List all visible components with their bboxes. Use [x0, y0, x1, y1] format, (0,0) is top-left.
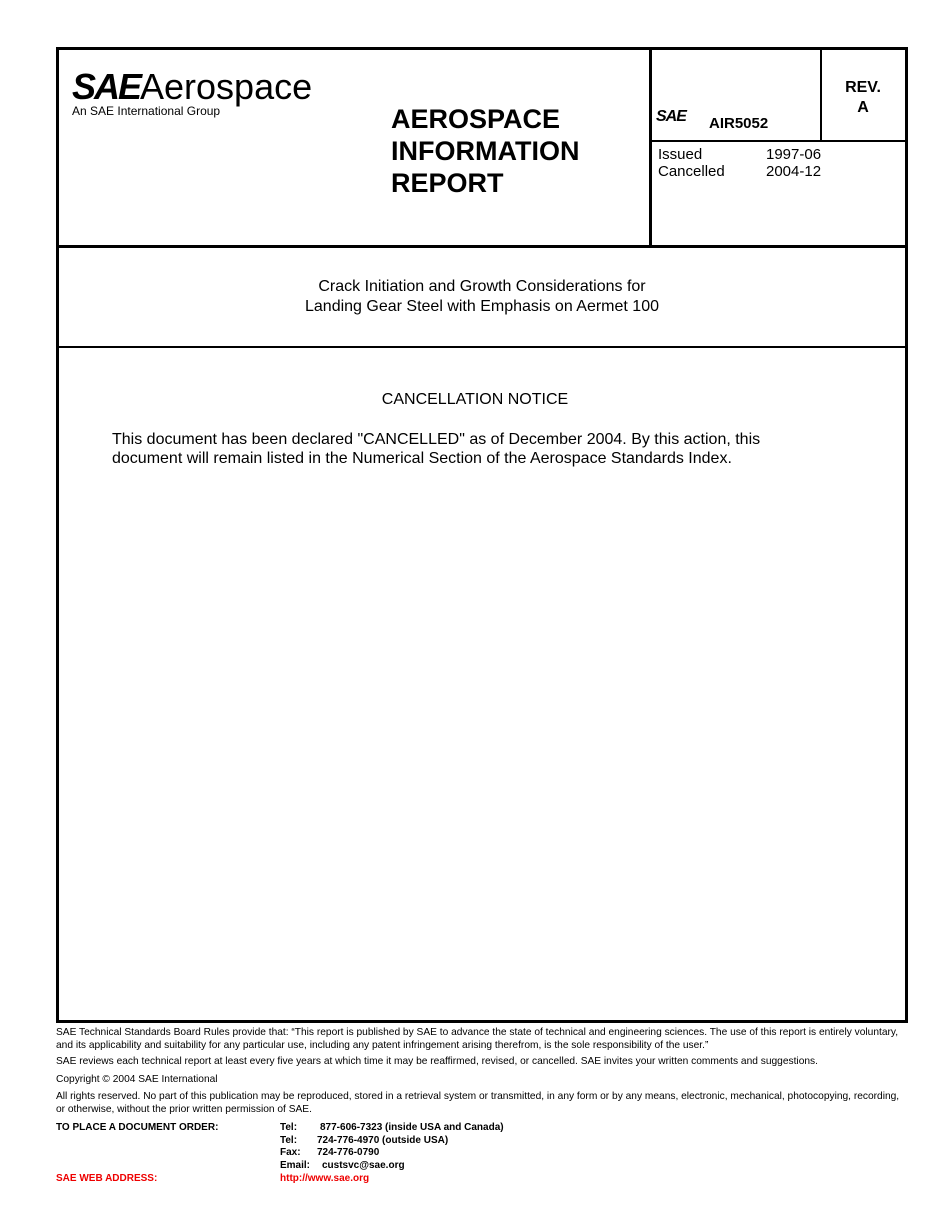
contact-label: Tel: [280, 1122, 298, 1133]
revision [840, 78, 886, 118]
cancelled-label: Cancelled [658, 163, 725, 180]
sae-logo: SAE [72, 66, 141, 107]
contact-label: Fax: [280, 1147, 301, 1159]
contact-label: Email: [280, 1159, 311, 1171]
notice-body [112, 430, 872, 468]
phone-inside-usa: 877-606-7323 (inside USA and Canada) [320, 1122, 504, 1133]
order-label: TO PLACE A DOCUMENT ORDER: [56, 1122, 219, 1133]
rev-cell-divider [820, 47, 822, 141]
fax-number: 724-776-0790 [317, 1147, 380, 1159]
doc-type-line: REPORT [391, 168, 504, 198]
document-number: AIR5052 [709, 115, 769, 132]
sae-small-logo: SAE [656, 108, 686, 125]
email-link[interactable]: custsvc@sae.org [322, 1159, 405, 1171]
web-label: SAE WEB ADDRESS: [56, 1173, 158, 1184]
rev-label: REV. [845, 79, 881, 96]
order-contacts [280, 1122, 504, 1172]
document-title [56, 277, 908, 317]
footer-copyright: Copyright © 2004 SAE International [56, 1074, 218, 1085]
document-type [391, 103, 579, 199]
footer-review: SAE reviews each technical report at least every five years at which time it may be reaffirmed, revised, or cancelled. SAE invites your written comments and suggestions. [56, 1056, 818, 1067]
web-link[interactable]: http://www.sae.org [280, 1173, 370, 1184]
notice-heading: CANCELLATION NOTICE [381, 391, 569, 408]
title-line: Crack Initiation and Growth Considerations for [318, 278, 646, 295]
title-line: Landing Gear Steel with Emphasis on Aermet 100 [305, 298, 659, 315]
issued-value: 1997-06 [766, 146, 822, 163]
doc-type-line: INFORMATION [391, 136, 580, 166]
logo-name: Aerospace [140, 66, 313, 107]
doc-type-line: AEROSPACE [391, 104, 561, 134]
header-divider [56, 245, 908, 248]
footer-rights: All rights reserved. No part of this publication may be reproduced, stored in a retrieval system or transmitted, in any form or by any means, electronic, mechanical, photocopying, recording, or otherwise, without the prior written permission of SAE. [56, 1091, 900, 1115]
header-column-divider [649, 47, 652, 247]
contact-label: Tel: [280, 1134, 298, 1146]
footer-rules: SAE Technical Standards Board Rules provide that: “This report is published by SAE to advance the state of technical and engineering sciences. The use of this report is entirely voluntary, and its applicability and suitability for any particular use, including any patent infringement arising therefrom, is the sole responsibility of the user.” [56, 1027, 899, 1051]
notice-line: This document has been declared "CANCELLED" as of December 2004. By this action, this [112, 431, 761, 448]
issued-label: Issued [658, 146, 703, 163]
logo-tagline: An SAE International Group [72, 104, 221, 118]
rev-value: A [857, 99, 869, 116]
document-dates [658, 146, 821, 180]
cancelled-value: 2004-12 [766, 163, 822, 180]
title-divider [56, 346, 908, 348]
phone-outside-usa: 724-776-4970 (outside USA) [317, 1134, 449, 1146]
notice-line: document will remain listed in the Numerical Section of the Aerospace Standards Index. [112, 450, 732, 467]
docnum-divider [650, 140, 908, 142]
